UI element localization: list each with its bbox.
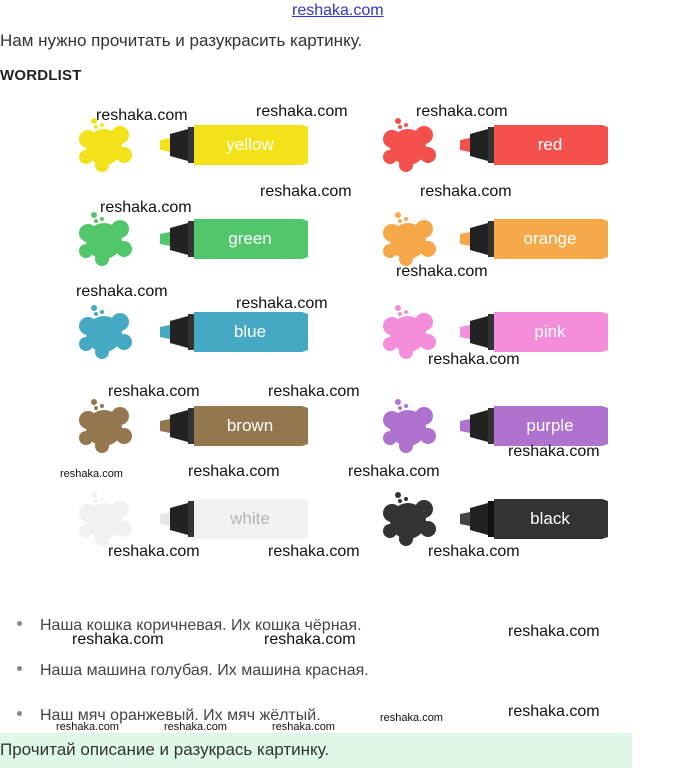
watermark: reshaka.com <box>416 103 508 120</box>
watermark: reshaka.com <box>268 383 360 400</box>
marker-label: brown <box>226 416 274 435</box>
watermark: reshaka.com <box>256 103 348 120</box>
paint-splash-icon <box>376 489 446 549</box>
paint-splash-icon <box>72 396 142 456</box>
watermark: reshaka.com <box>264 631 356 648</box>
marker-label: blue <box>233 322 267 341</box>
intro-text: Нам нужно прочитать и разукрасить картинку. <box>0 31 363 50</box>
wordlist-item-red <box>376 123 616 167</box>
list-item <box>17 707 321 725</box>
marker-label: orange <box>523 229 577 248</box>
watermark: reshaka.com <box>56 721 119 733</box>
marker-label: black <box>530 509 570 528</box>
list-item-text: Наша машина голубая. Их машина красная. <box>40 662 369 679</box>
watermark: reshaka.com <box>260 183 352 200</box>
watermark: reshaka.com <box>428 351 520 368</box>
watermark: reshaka.com <box>108 543 200 560</box>
watermark: reshaka.com <box>508 443 600 460</box>
watermark: reshaka.com <box>508 703 600 720</box>
watermark: reshaka.com <box>380 712 443 724</box>
site-link[interactable]: reshaka.com <box>292 2 384 19</box>
watermark: reshaka.com <box>428 543 520 560</box>
watermark: reshaka.com <box>420 183 512 200</box>
bullet-icon <box>17 666 22 671</box>
wordlist-item-yellow <box>72 123 312 167</box>
watermark: reshaka.com <box>272 721 335 733</box>
paint-splash-icon <box>376 115 446 175</box>
watermark: reshaka.com <box>96 107 188 124</box>
wordlist-item-black <box>376 497 616 541</box>
watermark: reshaka.com <box>108 383 200 400</box>
watermark: reshaka.com <box>236 295 328 312</box>
watermark: reshaka.com <box>60 468 123 480</box>
wordlist-item-brown <box>72 404 312 448</box>
task-text: Прочитай описание и разукрась картинку. <box>0 740 330 759</box>
paint-splash-icon <box>72 489 142 549</box>
watermark: reshaka.com <box>508 623 600 640</box>
paint-splash-icon <box>376 209 446 269</box>
list-item-text: Наша кошка коричневая. Их кошка чёрная. <box>40 617 362 634</box>
list-item <box>17 617 362 635</box>
watermark: reshaka.com <box>76 283 168 300</box>
marker-label: green <box>228 229 272 248</box>
watermark: reshaka.com <box>268 543 360 560</box>
watermark: reshaka.com <box>188 463 280 480</box>
wordlist-item-white <box>72 497 312 541</box>
watermark: reshaka.com <box>72 631 164 648</box>
watermark: reshaka.com <box>100 199 192 216</box>
wordlist-item-green <box>72 217 312 261</box>
bullet-icon <box>17 711 22 716</box>
paint-splash-icon <box>72 302 142 362</box>
list-item-text: Наш мяч оранжевый. Их мяч жёлтый. <box>40 707 321 724</box>
wordlist-item-purple <box>376 404 616 448</box>
marker-label: pink <box>534 322 566 341</box>
watermark: reshaka.com <box>396 263 488 280</box>
wordlist-item-orange <box>376 217 616 261</box>
wordlist-heading: WORDLIST <box>0 67 82 84</box>
marker-label: yellow <box>226 135 274 154</box>
bullet-icon <box>17 621 22 626</box>
marker-label: red <box>537 135 563 154</box>
watermark: reshaka.com <box>348 463 440 480</box>
watermark: reshaka.com <box>164 721 227 733</box>
marker-label: white <box>230 509 270 528</box>
wordlist-item-blue <box>72 310 312 354</box>
marker-label: purple <box>526 416 574 435</box>
paint-splash-icon <box>376 396 446 456</box>
paint-splash-icon <box>72 209 142 269</box>
list-item <box>17 662 369 680</box>
wordlist-item-pink <box>376 310 616 354</box>
